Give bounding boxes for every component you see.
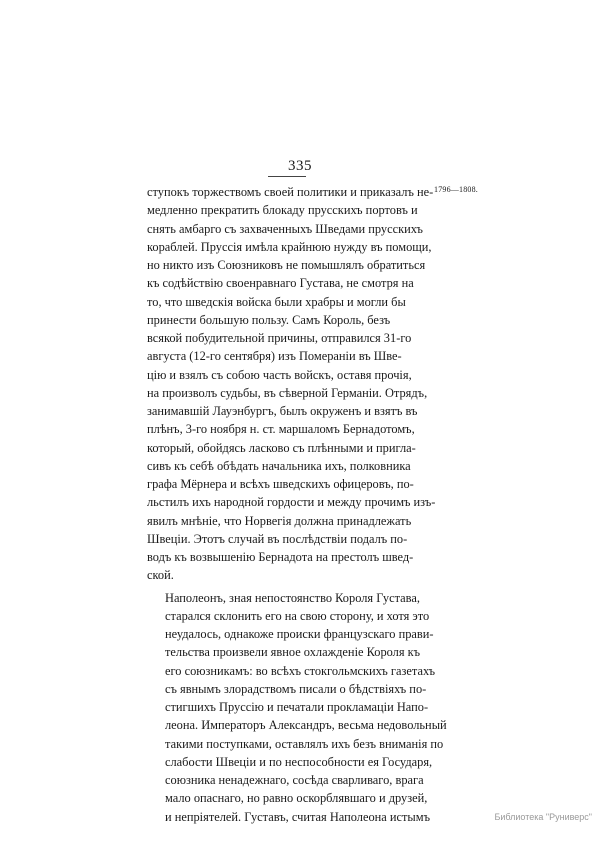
text-line: неудалось, однакоже происки французскаго прави- — [165, 627, 434, 641]
paragraph — [147, 589, 447, 826]
text-line: стигшихъ Пруссію и печатали прокламаціи Напо- — [165, 700, 429, 714]
text-line: его союзникамъ: во всѣхъ стокгольмскихъ газетахъ — [165, 663, 436, 678]
text-line: Швеціи. Этотъ случай въ послѣдствіи подалъ по- — [147, 531, 408, 546]
text-line: цію и взялъ съ собою часть войскъ, оставя прочія, — [147, 367, 412, 382]
text-line: мало опаснаго, но равно оскорблявшаго и друзей, — [165, 791, 428, 806]
text-line: который, обойдясь ласково съ плѣнными и пригла- — [147, 440, 416, 455]
text-line: союзника ненадежнаго, сосѣда сварливаго, врага — [165, 773, 424, 787]
text-line: такими поступками, оставлялъ ихъ безъ вниманія по — [165, 736, 444, 751]
text-line: снять амбарго съ захваченныхъ Шведами прусскихъ — [147, 221, 423, 236]
text-line: съ явнымъ злорадствомъ писали о бѣдствіяхъ по- — [165, 681, 427, 696]
library-watermark: Библиотека "Руниверс" — [494, 812, 592, 822]
text-line: на произволъ судьбы, въ сѣверной Германіи. Отрядъ, — [147, 385, 428, 400]
body-text — [147, 183, 447, 826]
page-number-rule — [268, 176, 306, 177]
page-number: 335 — [288, 158, 312, 174]
text-line: занимавшій Лауэнбургъ, былъ окруженъ и взятъ въ — [147, 404, 418, 418]
text-line: принести большую пользу. Самъ Король, безъ — [147, 312, 391, 327]
text-line: сивъ къ себѣ обѣдать начальника ихъ, полковника — [147, 458, 411, 473]
text-line: слабости Швеціи и по неспособности ея Государя, — [165, 754, 433, 769]
text-line: всякой побудительной причины, отправился 31-го — [147, 331, 412, 345]
paragraph — [147, 183, 436, 585]
text-line: графа Мёрнера и всѣхъ шведскихъ офицеровъ, по- — [147, 477, 414, 491]
text-line: льстилъ ихъ народной гордости и между прочимъ изъ- — [147, 495, 436, 510]
text-line: водъ къ возвышенію Бернадота на престолъ швед- — [147, 550, 414, 564]
text-line: явилъ мнѣніе, что Норвегія должна принадлежать — [147, 513, 412, 528]
text-line: старался склонить его на свою сторону, и хотя это — [165, 608, 430, 623]
text-line: августа (12-го сентября) изъ Помераніи въ Шве- — [147, 349, 402, 364]
text-line: ступокъ торжествомъ своей политики и приказалъ не- — [147, 185, 434, 199]
text-line: то, что шведскія войска были храбры и могли бы — [147, 294, 406, 309]
text-line: но никто изъ Союзниковъ не помышлялъ обратиться — [147, 258, 426, 272]
text-line: леона. Императоръ Александръ, весьма недовольный — [165, 718, 447, 733]
text-line: тельства произвели явное охлажденіе Короля къ — [165, 645, 421, 660]
text-line: Наполеонъ, зная непостоянство Короля Густава, — [165, 590, 420, 605]
text-line: плѣнъ, 3-го ноября н. ст. маршаломъ Бернадотомъ, — [147, 422, 415, 437]
text-line: къ содѣйствію своенравнаго Густава, не смотря на — [147, 276, 414, 291]
text-line: медленно прекратить блокаду прусскихъ портовъ и — [147, 203, 418, 218]
margin-date-note: 1796—1808. — [434, 185, 478, 194]
text-line: и непріятелей. Густавъ, считая Наполеона истымъ — [165, 809, 430, 824]
text-line: кораблей. Пруссія имѣла крайнюю нужду въ помощи, — [147, 239, 432, 254]
text-line: ской. — [147, 568, 174, 583]
